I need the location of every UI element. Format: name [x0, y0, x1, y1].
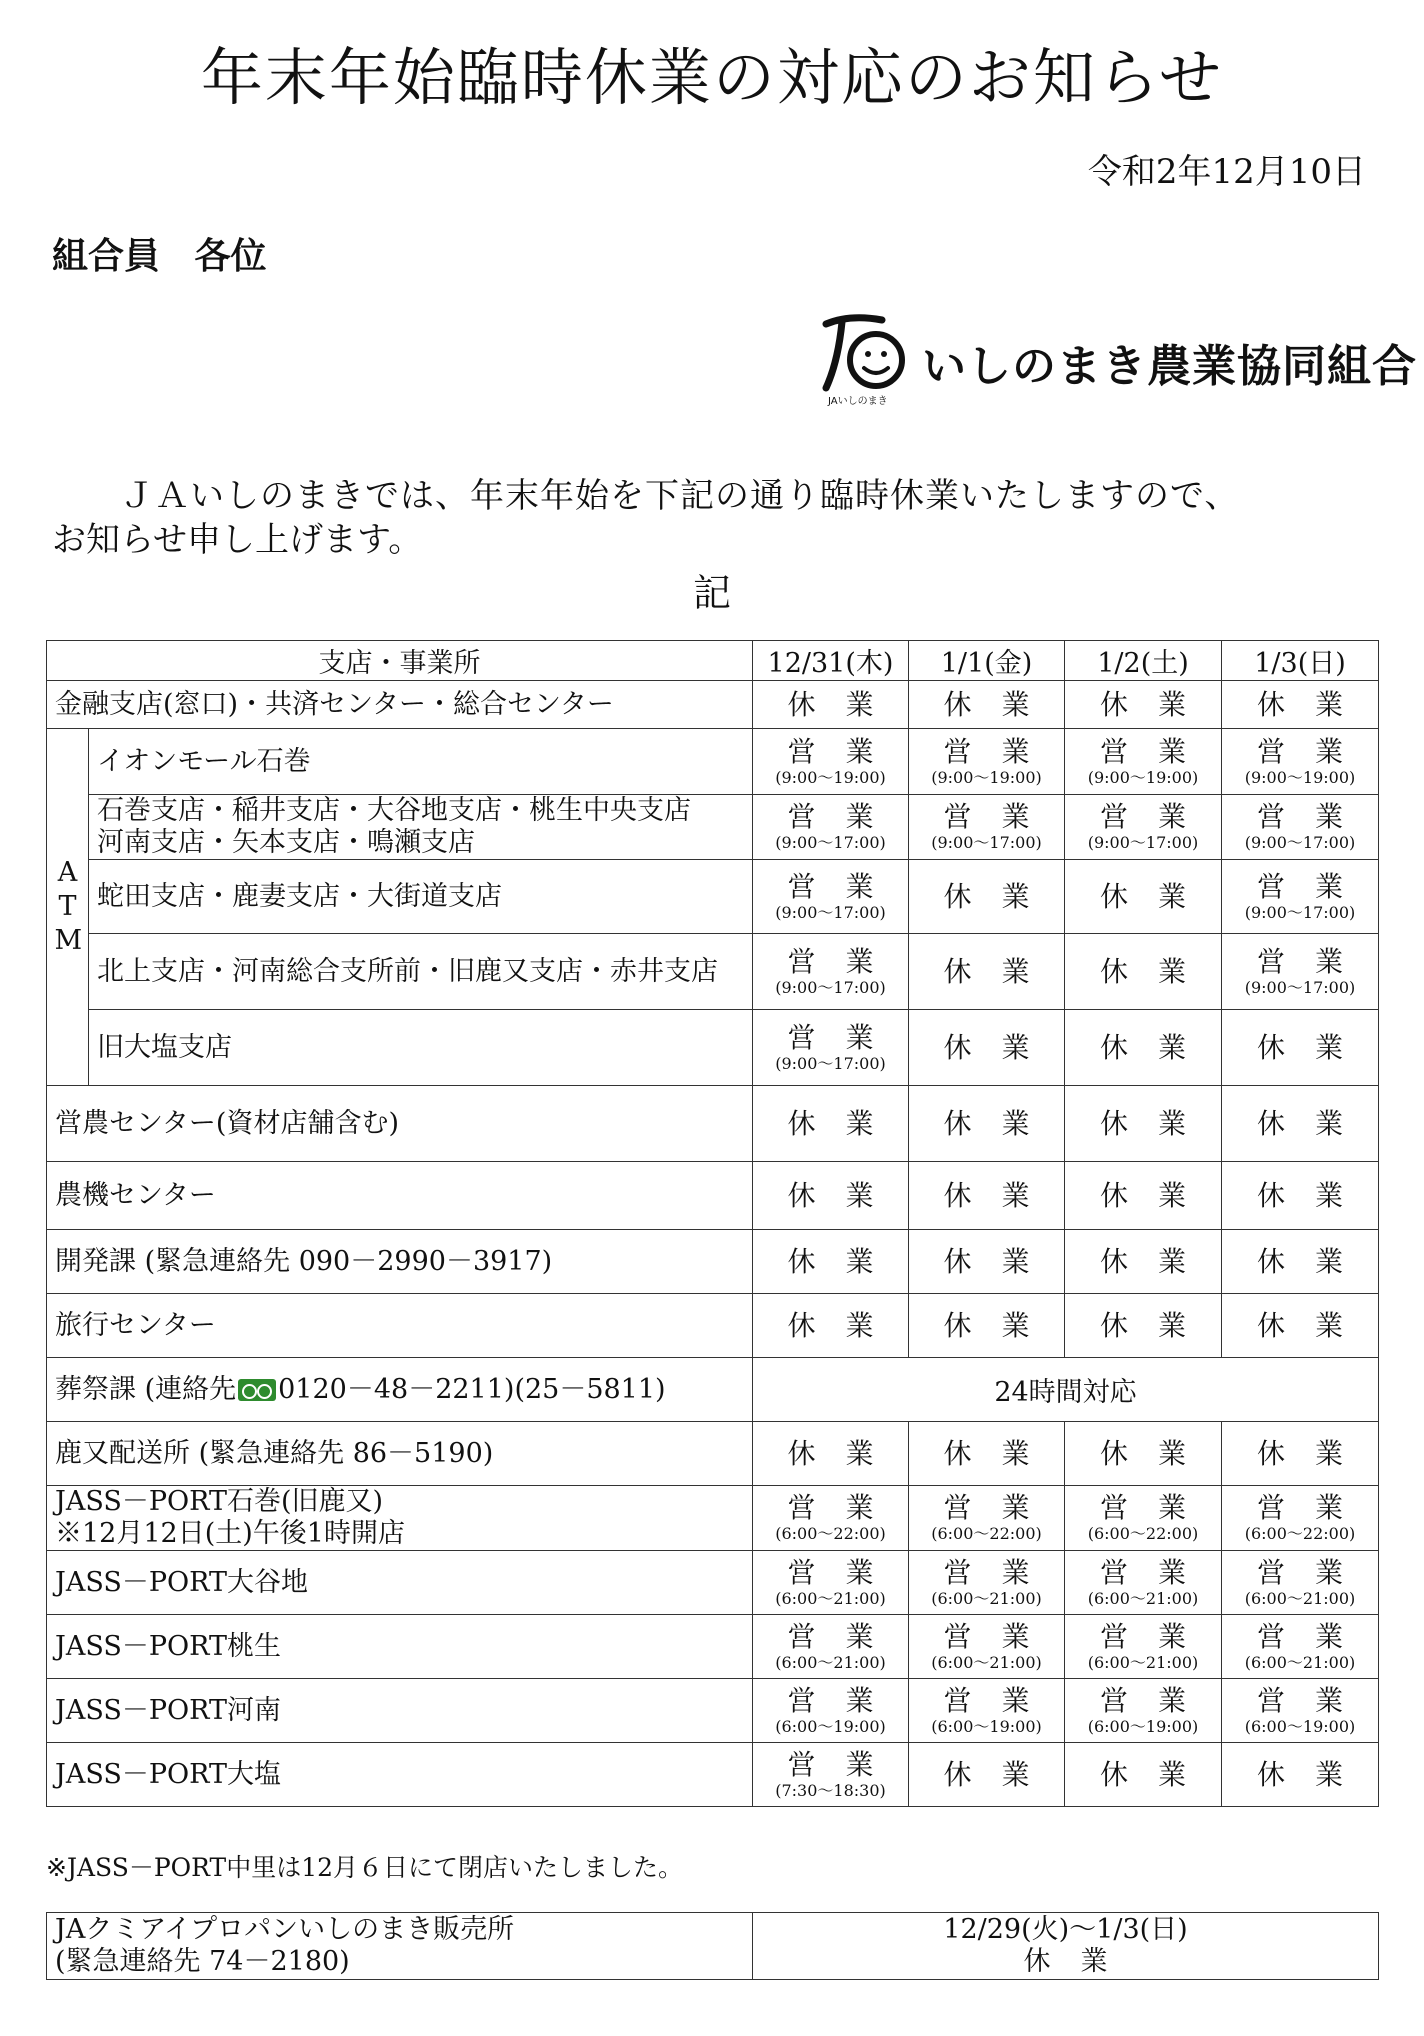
status-cell: [909, 1230, 1065, 1294]
issue-date: 令和2年12月10日: [1087, 152, 1366, 192]
ja-ishinomaki-logo-icon: [820, 312, 916, 404]
location-name-cell: [89, 1010, 753, 1086]
status-cell: [1065, 1230, 1222, 1294]
location-name-cell: [47, 1486, 753, 1551]
location-name: 葬祭課 (連絡先: [55, 1373, 237, 1405]
location-name-cell: [47, 681, 753, 729]
table-row: [47, 1358, 1379, 1422]
location-name: イオンモール石巻: [97, 745, 311, 777]
status-text: 休業: [1256, 687, 1373, 721]
status-text: 営業: [1099, 800, 1216, 833]
status-cell: [909, 1294, 1065, 1358]
location-name-cell: [47, 1615, 753, 1679]
status-hours: (6:00〜19:00): [1244, 1716, 1356, 1736]
location-name: 旧大塩支店: [97, 1031, 232, 1063]
table-row: [47, 1086, 1379, 1162]
status-text: 休業: [1099, 687, 1216, 721]
status-hours: (6:00〜21:00): [1087, 1652, 1199, 1672]
status-cell: [1222, 1743, 1379, 1807]
status-text: 休業: [1256, 1308, 1373, 1342]
table-row: [47, 1551, 1379, 1615]
status-cell: [1222, 1010, 1379, 1086]
status-text: 営業: [787, 869, 904, 903]
status-text: 営業: [787, 944, 904, 978]
status-cell: [1222, 860, 1379, 934]
status-cell: [1065, 1551, 1222, 1615]
propane-row: [47, 1913, 1379, 1980]
organization-name: いしのまき農業協同組合: [922, 341, 1417, 392]
status-cell: [753, 1162, 909, 1230]
location-name-line2: ※12月12日(土)午後1時開店: [55, 1518, 405, 1549]
status-text: 休業: [1099, 879, 1216, 913]
table-row: [47, 729, 1379, 795]
status-text: 営業: [787, 1683, 904, 1717]
propane-contact: (緊急連絡先 74－2180): [55, 1946, 350, 1977]
status-text: 休業: [787, 687, 904, 721]
status-text: 営業: [787, 1020, 904, 1054]
table-row: [47, 1010, 1379, 1086]
location-name-cell: [47, 1230, 753, 1294]
status-text: 営業: [787, 1619, 904, 1653]
status-hours: (6:00〜19:00): [931, 1716, 1042, 1736]
status-hours: (6:00〜22:00): [931, 1524, 1042, 1543]
location-name-cell: [47, 1679, 753, 1743]
status-text: 休業: [1256, 1106, 1373, 1140]
status-cell: [753, 1551, 909, 1615]
status-cell: [753, 1294, 909, 1358]
status-text: 営業: [943, 734, 1060, 768]
location-name: JASS－PORT桃生: [55, 1630, 282, 1662]
status-text: 休業: [943, 1244, 1060, 1278]
status-cell: [753, 1615, 909, 1679]
status-cell: [909, 681, 1065, 729]
location-name: JASS－PORT大谷地: [55, 1566, 309, 1598]
intro-line-1: ＪＡいしのまきでは、年末年始を下記の通り臨時休業いたしますので、: [120, 476, 1240, 516]
table-row: [47, 1294, 1379, 1358]
status-hours: (9:00〜17:00): [1244, 977, 1356, 997]
status-text: 営業: [1256, 1555, 1373, 1589]
status-cell: [1222, 1679, 1379, 1743]
status-hours: (9:00〜17:00): [1244, 902, 1356, 922]
status-cell: [1065, 729, 1222, 795]
location-name: JASS－PORT石巻(旧鹿又): [55, 1486, 384, 1517]
location-name-cell: [47, 1743, 753, 1807]
status-text: 休業: [943, 687, 1060, 721]
intro-line-2: お知らせ申し上げます。: [52, 520, 423, 560]
status-cell: [1065, 934, 1222, 1010]
status-hours: (9:00〜17:00): [931, 833, 1042, 852]
location-phone: 0120－48－2211)(25－5811): [278, 1373, 666, 1405]
status-text: 休業: [1099, 1030, 1216, 1064]
location-name-cell: [47, 1162, 753, 1230]
status-hours: (9:00〜17:00): [775, 833, 886, 852]
addressee: 組合員 各位: [52, 236, 267, 277]
status-cell: [753, 729, 909, 795]
status-text: 営業: [943, 1619, 1060, 1653]
status-cell: [1222, 1615, 1379, 1679]
status-text: 休業: [943, 1178, 1060, 1212]
status-text: 営業: [1256, 944, 1373, 978]
location-name: 金融支店(窓口)・共済センター・総合センター: [55, 688, 614, 720]
status-text: 営業: [787, 1555, 904, 1589]
header-date: 1/1(金): [909, 641, 1065, 681]
status-text: 休業: [943, 879, 1060, 913]
location-name: JASS－PORT大塩: [55, 1758, 282, 1790]
table-row: [47, 934, 1379, 1010]
table-row: [47, 1486, 1379, 1551]
location-name: 蛇田支店・鹿妻支店・大街道支店: [97, 880, 502, 912]
status-hours: (9:00〜17:00): [1087, 833, 1199, 852]
status-text: 休業: [1099, 1106, 1216, 1140]
status-cell: [753, 795, 909, 860]
status-cell: [909, 795, 1065, 860]
table-header-row: [47, 641, 1379, 681]
ki-heading: 記: [692, 571, 731, 615]
location-name-cell: [47, 1422, 753, 1486]
status-text: 休業: [1256, 1436, 1373, 1470]
status-text: 営業: [1256, 800, 1373, 833]
status-text: 営業: [1099, 1491, 1216, 1524]
status-cell: [909, 1162, 1065, 1230]
status-text: 営業: [1099, 734, 1216, 768]
propane-status: 休業: [1023, 1946, 1138, 1977]
table-row: [47, 1679, 1379, 1743]
status-hours: (9:00〜19:00): [931, 767, 1042, 787]
logo-subtitle: JAいしのまき: [828, 396, 888, 407]
status-cell: [1222, 1422, 1379, 1486]
status-cell: [909, 1086, 1065, 1162]
header-location: 支店・事業所: [47, 641, 753, 681]
status-text: 営業: [1256, 1491, 1373, 1524]
status-hours: (6:00〜21:00): [931, 1652, 1042, 1672]
status-text: 営業: [943, 800, 1060, 833]
status-cell: [753, 1230, 909, 1294]
status-hours: (6:00〜22:00): [1087, 1524, 1199, 1543]
propane-name-cell: [47, 1913, 753, 1980]
status-cell: [1065, 1679, 1222, 1743]
status-text: 休業: [787, 1106, 904, 1140]
status-text: 休業: [1099, 954, 1216, 988]
table-row: [47, 1230, 1379, 1294]
status-text: 休業: [943, 1106, 1060, 1140]
status-text: 休業: [1256, 1030, 1373, 1064]
status-text: 休業: [787, 1308, 904, 1342]
status-24h: 24時間対応: [994, 1377, 1137, 1408]
closure-note: ※JASS－PORT中里は12月６日にて閉店いたしました。: [46, 1853, 684, 1882]
status-cell: [909, 1615, 1065, 1679]
status-text: 休業: [943, 1030, 1060, 1064]
propane-name: JAクミアイプロパンいしのまき販売所: [55, 1914, 515, 1945]
status-hours: (9:00〜19:00): [1087, 767, 1199, 787]
status-hours: (7:30〜18:30): [775, 1780, 886, 1800]
status-text: 営業: [1099, 1619, 1216, 1653]
status-text: 休業: [943, 954, 1060, 988]
status-cell: [1065, 795, 1222, 860]
status-text: 営業: [943, 1555, 1060, 1589]
header-date: 12/31(木): [753, 641, 909, 681]
status-cell: [753, 1010, 909, 1086]
location-name-cell: [47, 1294, 753, 1358]
location-name: 開発課 (緊急連絡先 090－2990－3917): [55, 1245, 553, 1277]
status-text: 営業: [1099, 1683, 1216, 1717]
status-hours: (6:00〜21:00): [931, 1588, 1042, 1608]
location-name-cell: [89, 860, 753, 934]
location-name-cell: [47, 1358, 753, 1422]
location-name: 農機センター: [55, 1179, 216, 1211]
table-row: [47, 1422, 1379, 1486]
atm-label-text: A T M: [54, 857, 83, 956]
status-cell: [909, 860, 1065, 934]
status-cell: [1065, 1010, 1222, 1086]
status-text: 休業: [943, 1436, 1060, 1470]
status-cell: [909, 1551, 1065, 1615]
status-cell: [753, 860, 909, 934]
page-title: 年末年始臨時休業の対応のお知らせ: [200, 41, 1224, 114]
table-row: [47, 681, 1379, 729]
status-cell: [1222, 1230, 1379, 1294]
status-text: 休業: [943, 1308, 1060, 1342]
status-text: 休業: [943, 1757, 1060, 1791]
location-name-cell: [47, 1086, 753, 1162]
status-cell: [753, 1086, 909, 1162]
location-name: 営農センター(資材店舗含む): [55, 1107, 399, 1139]
status-text: 休業: [1256, 1244, 1373, 1278]
status-cell: [1222, 1294, 1379, 1358]
location-name: 旅行センター: [55, 1309, 216, 1341]
location-name-line2: 河南支店・矢本支店・鳴瀬支店: [97, 827, 475, 858]
status-text: 休業: [1099, 1436, 1216, 1470]
status-text: 休業: [1099, 1308, 1216, 1342]
status-hours: (9:00〜17:00): [775, 902, 886, 922]
status-cell: [1222, 934, 1379, 1010]
status-text: 休業: [787, 1244, 904, 1278]
status-hours: (9:00〜17:00): [775, 977, 886, 997]
status-cell: [1222, 729, 1379, 795]
status-cell: [1222, 1086, 1379, 1162]
status-hours: (9:00〜17:00): [775, 1053, 886, 1073]
status-text: 営業: [787, 734, 904, 768]
status-cell: [753, 681, 909, 729]
status-hours: (6:00〜21:00): [1244, 1652, 1356, 1672]
status-text: 営業: [943, 1491, 1060, 1524]
status-cell: [1065, 860, 1222, 934]
status-cell: [909, 1486, 1065, 1551]
status-cell: [1065, 1743, 1222, 1807]
header-date: 1/3(日): [1222, 641, 1379, 681]
location-name: JASS－PORT河南: [55, 1694, 282, 1726]
status-cell: [753, 1743, 909, 1807]
status-cell: [909, 934, 1065, 1010]
status-cell: [753, 934, 909, 1010]
status-cell: [753, 1679, 909, 1743]
status-text: 営業: [787, 1491, 904, 1524]
status-hours: (6:00〜19:00): [775, 1716, 886, 1736]
location-name: 鹿又配送所 (緊急連絡先 86－5190): [55, 1437, 494, 1469]
propane-period: 12/29(火)〜1/3(日): [943, 1914, 1188, 1945]
status-hours: (6:00〜19:00): [1087, 1716, 1199, 1736]
propane-status-cell: [753, 1913, 1379, 1980]
status-text: 休業: [1256, 1178, 1373, 1212]
status-cell: [1065, 681, 1222, 729]
status-text: 営業: [787, 800, 904, 833]
status-hours: (6:00〜21:00): [775, 1588, 886, 1608]
status-cell: [1222, 795, 1379, 860]
status-cell: [753, 1486, 909, 1551]
status-text: 営業: [1256, 869, 1373, 903]
status-text: 休業: [1099, 1244, 1216, 1278]
schedule-table: [46, 640, 1379, 1807]
status-cell: [909, 1743, 1065, 1807]
status-hours: (6:00〜21:00): [1087, 1588, 1199, 1608]
status-24h-cell: [753, 1358, 1379, 1422]
status-cell: [1065, 1615, 1222, 1679]
status-cell: [1065, 1086, 1222, 1162]
status-cell: [909, 1422, 1065, 1486]
status-text: 休業: [787, 1436, 904, 1470]
status-cell: [909, 1679, 1065, 1743]
location-name-cell: [47, 1551, 753, 1615]
location-name-cell: [89, 795, 753, 860]
table-row: [47, 1615, 1379, 1679]
status-cell: [1222, 1486, 1379, 1551]
atm-label: [47, 729, 89, 1086]
location-name-cell: [89, 729, 753, 795]
status-hours: (9:00〜17:00): [1244, 833, 1356, 852]
location-name-cell: [89, 934, 753, 1010]
status-text: 営業: [1256, 1683, 1373, 1717]
status-text: 営業: [1256, 1619, 1373, 1653]
status-cell: [1222, 1162, 1379, 1230]
status-text: 休業: [1099, 1178, 1216, 1212]
status-cell: [1065, 1486, 1222, 1551]
status-hours: (9:00〜19:00): [775, 767, 886, 787]
freedial-icon: [238, 1379, 276, 1401]
header-date: 1/2(土): [1065, 641, 1222, 681]
status-cell: [753, 1422, 909, 1486]
location-name: 北上支店・河南総合支所前・旧鹿又支店・赤井支店: [97, 955, 718, 987]
status-hours: (9:00〜19:00): [1244, 767, 1356, 787]
status-cell: [1222, 681, 1379, 729]
location-name: 石巻支店・稲井支店・大谷地支店・桃生中央支店: [97, 795, 691, 826]
status-cell: [1065, 1162, 1222, 1230]
table-row: [47, 1162, 1379, 1230]
status-cell: [1065, 1294, 1222, 1358]
status-hours: (6:00〜21:00): [1244, 1588, 1356, 1608]
intro-paragraph: [52, 474, 1382, 562]
status-cell: [909, 729, 1065, 795]
organization-logo: [820, 312, 1417, 407]
status-cell: [1222, 1551, 1379, 1615]
status-text: 営業: [1099, 1555, 1216, 1589]
status-cell: [1065, 1422, 1222, 1486]
status-text: 休業: [1099, 1757, 1216, 1791]
table-row: [47, 1743, 1379, 1807]
status-text: 営業: [787, 1747, 904, 1781]
propane-table: [46, 1912, 1379, 1980]
status-text: 営業: [1256, 734, 1373, 768]
status-hours: (6:00〜21:00): [775, 1652, 886, 1672]
status-hours: (6:00〜22:00): [1244, 1524, 1356, 1543]
table-row: [47, 795, 1379, 860]
status-text: 営業: [943, 1683, 1060, 1717]
status-hours: (6:00〜22:00): [775, 1524, 886, 1543]
status-text: 休業: [1256, 1757, 1373, 1791]
status-cell: [909, 1010, 1065, 1086]
table-row: [47, 860, 1379, 934]
status-text: 休業: [787, 1178, 904, 1212]
